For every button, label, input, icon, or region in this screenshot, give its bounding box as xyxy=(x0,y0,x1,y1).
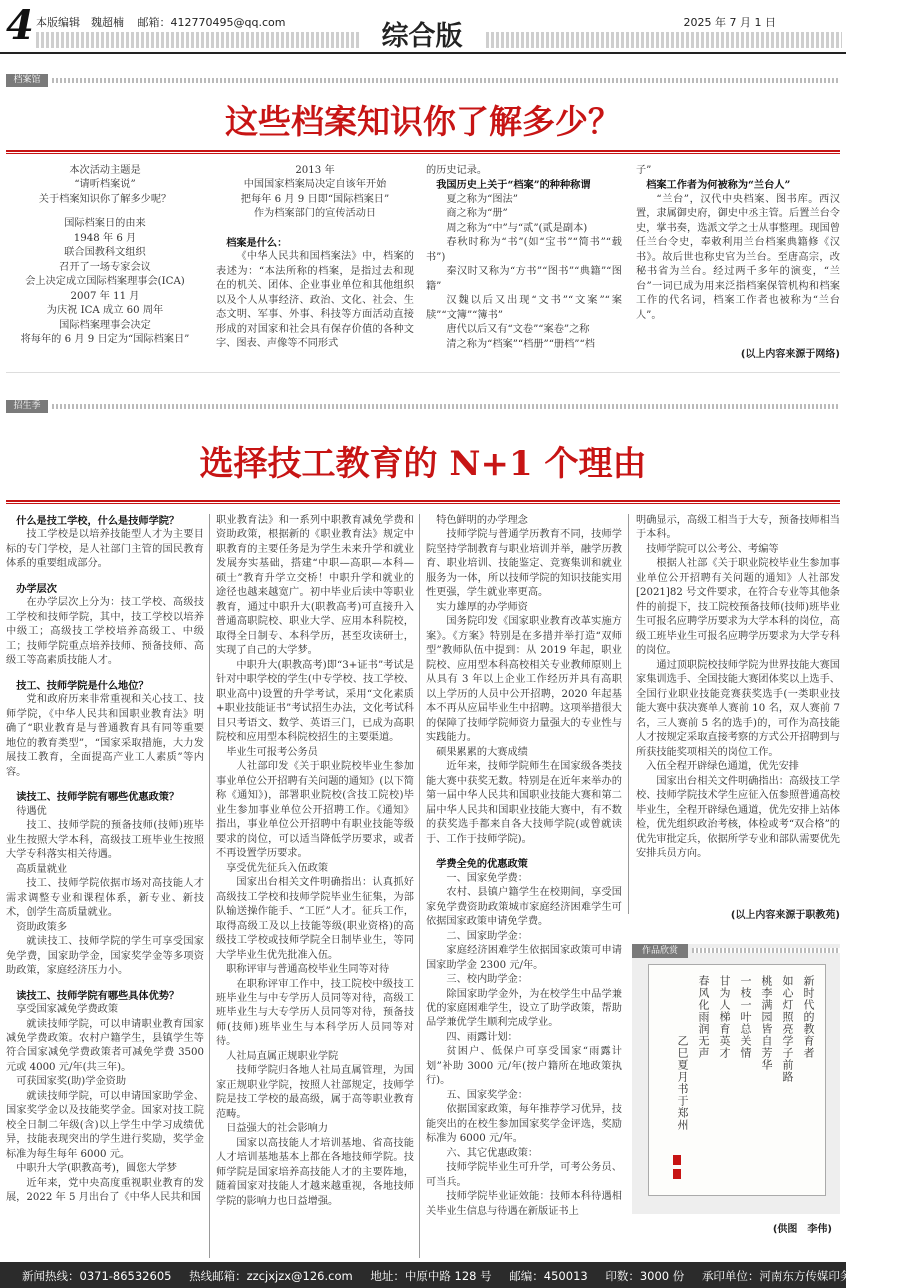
paragraph: 待遇优 xyxy=(16,805,47,817)
editor-email: 邮箱：412770495@qq.com xyxy=(137,16,286,29)
paragraph: 就读技师学院，可以申请国家助学金、国家奖学金以及技能奖学金。国家对技工院校全日制二年级(含)以上学生中学习成绩优异，技能表现突出的学生进行奖励，奖学金标准为每生每年 6000 元。 xyxy=(6,1090,204,1160)
paragraph: 春秋时称为“书”(如“宝书”“简书”“载书”) xyxy=(426,237,622,263)
paragraph: 家庭经济困难学生依据国家政策可申请国家助学金 2300 元/年。 xyxy=(426,945,622,971)
paragraph: 三、校内助学金： xyxy=(446,974,528,986)
paragraph: 硕果累累的大赛成绩 xyxy=(436,746,528,758)
paragraph: 党和政府历来非常重视和关心技工、技师学院，《中华人民共和国职业教育法》明确了“职业教育是与普通教育具有同等重要地位的教育类型”，“国家采取措施，大力发展技工教育，全面提高产业工人素质”等内容。 xyxy=(6,694,204,778)
footer-address: 地址：中原中路 128 号 xyxy=(370,1269,492,1283)
editor: 本版编辑 魏超楠 xyxy=(36,16,124,29)
paragraph: 依据国家政策，每年推荐学习优异，技能突出的在校生参加国家奖学金评选，奖励标准为 6000 元/年。 xyxy=(426,1104,622,1145)
section-name: 综合版 xyxy=(360,14,484,52)
paragraph: 国家出台相关文件明确指出：高级技工学校、技师学院技术学生应征入伍参照普通高校毕业生，全程开辟绿色通道，优先安排上站体检，优先组织政治考核，体检或考“双合格”的优先审批定兵，依据所学专业和部队需要优先安排兵员方向。 xyxy=(636,775,840,860)
paragraph: 人社部印发《关于职业院校毕业生参加事业单位公开招聘有关问题的通知》(以下简称《通知》)，部署职业院校(含技工院校)毕业生参加事业单位公开招聘工作。《通知》指出，事业单位公开招聘中有职业技能等级要求的岗位，可以适当降低学历要求，或者不再设置学历要求。 xyxy=(216,761,414,860)
calligraphy-text xyxy=(659,975,815,1185)
article-title: 选择技工教育的 N+1 个理由 xyxy=(199,444,647,484)
paragraph: 本次活动主题是 xyxy=(69,165,141,176)
paragraph: 享受优先征兵入伍政策 xyxy=(226,862,329,874)
section-heading: 读技工、技师学院有哪些具体优势？ xyxy=(16,989,180,1002)
paragraph: 技工学校是以培养技能型人才为主要目标的专门学校，是人社部门主管的国民教育体系的重要组成部分。 xyxy=(6,529,204,570)
article-title: 这些档案知识你了解多少？ xyxy=(225,102,621,141)
paragraph: 明确显示，高级工相当于大专，预备技师相当于本科。 xyxy=(636,515,840,541)
paragraph: 五、国家奖学金： xyxy=(446,1089,528,1101)
footer-hotline: 新闻热线：0371-86532605 xyxy=(22,1269,172,1283)
footer-print: 印数：3000 份 xyxy=(605,1269,685,1283)
dotted-divider xyxy=(52,404,840,409)
paragraph: 国家出台相关文件明确指出：认真抓好高级技工学校和技师学院毕业生征集，为部队输送操作能手、“工匠”人才。征兵工作，取得高级工及以上技能等级(职业资格)的高级技工学校或技师学院全日制毕业生，等同大学毕业生优先批准入伍。 xyxy=(216,877,414,961)
column-rule xyxy=(419,514,420,1258)
page-number: 4 xyxy=(6,2,34,49)
paragraph: 《中华人民共和国档案法》中，档案的表述为：“本法所称的档案，是指过去和现在的机关、团体、企业事业单位和其他组织以及个人从事经济、政治、文化、社会、生态文明、军事、外事、科技等方面活动直接形成的对国家和社会具有保存价值的各种文字、图表、声像等不同形式 xyxy=(216,251,414,350)
paragraph: 国际档案日的由来 xyxy=(64,218,146,230)
paragraph: 职称评审与普通高校毕业生同等对待 xyxy=(226,964,390,976)
footer-printer: 承印单位：河南东方传媒印务有限公司 xyxy=(701,1269,898,1283)
article-column xyxy=(216,514,414,1258)
section-heading: 我国历史上关于“档案”的种种称谓 xyxy=(436,179,591,192)
artwork-header xyxy=(632,944,840,958)
paragraph: 子” xyxy=(636,165,652,176)
paragraph: 中职升大(职教高考)即“3+证书”考试是针对中职学校的学生(中专学校、技工学校、职业高中)设置的升学考试，采用“文化素质+职业技能证书”考试招生办法，文化考试科目只考语文、数学、英语三门，已成为高职院校和应用型本科院校招生的主要渠道。 xyxy=(216,659,414,744)
paragraph: 国际档案理事会决定 xyxy=(59,319,151,331)
paragraph: 联合国教科文组织 xyxy=(64,247,146,259)
paragraph: 二、国家助学金： xyxy=(446,930,528,942)
footer-email: 热线邮箱：zzcjxjzx@126.com xyxy=(189,1269,353,1283)
paragraph: 在职称评审工作中，技工院校中级技工班毕业生与中专学历人员同等对待，高级工班毕业生与大专学历人员同等对待，预备技师(技师)班毕业生与本科学历人员同等对待。 xyxy=(216,978,414,1048)
paragraph: 周之称为“中”与“贰”(贰是副本) xyxy=(446,222,588,234)
paragraph: 的历史记录。 xyxy=(426,165,488,176)
paragraph: 技师学院毕业证效能：技师本科待遇相关毕业生信息与待遇在新版证书上 xyxy=(426,1191,622,1217)
paragraph: 关于档案知识你了解多少呢？ xyxy=(38,193,172,205)
paragraph: 就读技工、技师学院的学生可享受国家免学费，国家助学金，国家奖学金等多项资助政策，家庭经济压力小。 xyxy=(6,936,204,977)
paragraph: 就读技师学院，可以申请职业教育国家减免学费政策。农村户籍学生，县镇学生等符合国家减免学费政策者可减免学费 3500 元或 4000 元/年(共三年)。 xyxy=(6,1018,204,1073)
paragraph: 召开了一场专家会议 xyxy=(59,261,151,273)
article-column xyxy=(6,514,204,1258)
paragraph: 技工、技师学院依据市场对高技能人才需求调整专业和课程体系，新专业、新技术，创学生高质量就业。 xyxy=(6,878,204,919)
red-seal xyxy=(673,1155,681,1165)
editor-info xyxy=(36,14,295,30)
calligraphy-line: 一枝一叶总关情 xyxy=(739,975,752,1059)
paragraph: 中职升大学(职教高考)，圆您大学梦 xyxy=(16,1163,177,1175)
section-heading: 办学层次 xyxy=(16,582,57,595)
paragraph: 入伍全程开辟绿色通道，优先安排 xyxy=(646,761,799,773)
paragraph: 国家以高技能人才培训基地、省高技能人才培训基地基本上都在各地技师学院。技师学院是国家培养高技能人才的主要阵地，随着国家对技能人才越来越重视，各地技师学院的影响力也日益增强。 xyxy=(216,1137,414,1207)
section-heading: 什么是技工学校，什么是技师学院？ xyxy=(16,515,180,527)
footer-bar xyxy=(0,1262,898,1288)
column-tag: 招生季 xyxy=(6,400,48,413)
paragraph: 汉魏以后又出现“文书”“文案”“案牍”“文簿”“簿书” xyxy=(426,295,622,321)
article-column xyxy=(216,164,414,359)
masthead xyxy=(0,0,846,52)
calligraphy-line: 桃李满园皆自芳华 xyxy=(760,975,773,1071)
paragraph: 技师学院归各地人社局直属管理，为国家正规职业学院，按照人社部规定，技师学院是技工学校的最高级，属于高等职业教育范畴。 xyxy=(216,1065,414,1120)
paragraph: 为庆祝 ICA 成立 60 周年 xyxy=(46,305,164,317)
column-rule xyxy=(628,514,629,914)
paragraph: 日益强大的社会影响力 xyxy=(226,1123,329,1135)
article-source: (以上内容来源于职教苑) xyxy=(730,910,840,921)
paragraph: “兰台”，汉代中央档案、图书库。西汉置，隶属御史府，御史中丞主管。后置兰台令史，掌书奏，选派文学之士从事整理。现国曾任兰台令史，奉敕利用兰台档案典籍修《汉书》。故后世也称史官为兰台。至唐高宗，改秘书省为兰台。经过两千多年的演变，“兰台”一词已成为用来泛指档案保管机构和档案工作的代名词，档案工作者也被称为“兰台人”。 xyxy=(636,193,840,321)
paragraph: 高质量就业 xyxy=(16,863,68,875)
paragraph: 六、其它优惠政策： xyxy=(446,1147,539,1159)
paragraph: 1948 年 6 月 xyxy=(73,232,137,244)
section-heading: 技工、技师学院是什么地位？ xyxy=(16,679,149,692)
paragraph: 贫困户、低保户可享受国家“雨露计划”补助 3000 元/年(按户籍所在地政策执行)。 xyxy=(426,1046,622,1087)
paragraph: 2007 年 11 月 xyxy=(70,290,140,302)
paragraph: 资助政策多 xyxy=(16,921,68,933)
dotted-divider xyxy=(52,78,840,83)
paragraph: 近年来，党中央高度重视职业教育的发展，2022 年 5 月出台了《中华人民共和国 xyxy=(6,1177,204,1204)
paragraph: 通过顶职院校技师学院为世界技能大赛国家集训选手、全国技能大赛团体奖以上选手、全国行业职业技能竞赛获奖选手(一类职业技能大赛中获决赛单人赛前 10 名，双人赛前 7 名，三人赛前 5 名的选手)的，可作为高技能人才按规定采取直接考察的方式公开招聘到与所获技能奖项相关的岗位工作。 xyxy=(636,659,840,758)
paragraph: 享受国家减免学费政策 xyxy=(16,1004,119,1016)
paragraph: 在办学层次上分为：技工学校、高级技工学校和技师学院，其中，技工学校以培养中级工；高级技工学校培养高级工、中级工；技师学院重点培养技师、预备技师、高级工等高素质技能人才。 xyxy=(6,597,204,667)
article-column xyxy=(426,164,622,359)
paragraph: 技师学院可以公考公、考编等 xyxy=(646,543,779,555)
artwork-tag: 作品欣赏 xyxy=(632,944,688,958)
calligraphy-line: 如心灯照亮学子前路 xyxy=(781,975,794,1083)
paragraph: 人社局直属正规职业学院 xyxy=(226,1050,339,1062)
calligraphy-line: 新时代的教育者 xyxy=(802,975,815,1059)
section-heading: 读技工、技师学院有哪些优惠政策？ xyxy=(16,791,180,804)
red-seal xyxy=(673,1169,681,1179)
column-tag: 档案馆 xyxy=(6,74,48,87)
paragraph: 中国国家档案局决定自该年开始 xyxy=(243,179,387,191)
artwork-credit: (供图 李伟) xyxy=(772,1224,832,1235)
paragraph: 技师学院与普通学历教育不同，技师学院坚持学制教育与职业培训并举，融学历教育、职业培训、技能鉴定、竞赛集训和就业服务为一体，所以技师学院的知识技能实用性更强，学生就业率更高。 xyxy=(426,529,622,599)
paragraph: 技工、技师学院的预备技师(技师)班毕业生按照大学本科，高级技工班毕业生按照大学专科落实相关待遇。 xyxy=(6,820,204,861)
paragraph: 可获国家奖(助)学金资助 xyxy=(16,1076,127,1088)
calligraphy-line: 春风化雨润无声 xyxy=(697,975,710,1059)
paragraph: 2013 年 xyxy=(295,165,335,176)
section-heading: 学费全免的优惠政策 xyxy=(436,858,528,871)
paragraph: 唐代以后又有“文卷”“案卷”之称 xyxy=(446,324,590,336)
article-column xyxy=(6,164,204,356)
article-column xyxy=(636,164,840,334)
footer-postcode: 邮编：450013 xyxy=(509,1269,588,1283)
paragraph: 会上决定成立国际档案理事会(ICA) xyxy=(25,276,185,288)
section-heading: 档案工作者为何被称为“兰台人” xyxy=(646,179,791,192)
paragraph: 近年来，技师学院师生在国家级各类技能大赛中获奖无数。特别是在近年来举办的第一届中华人民共和国职业技能大赛和第二届中华人民共和国职业技能大赛中，有不数的获奖选手都来自各大技师学院(或曾就读于、工作于技师学院)。 xyxy=(426,761,622,845)
paragraph: 夏之称为“图法” xyxy=(446,193,518,205)
paragraph: 技师学院毕业生可升学，可考公务员、可当兵。 xyxy=(426,1162,622,1188)
paragraph: 将每年的 6 月 9 日定为“国际档案日” xyxy=(20,334,190,346)
paragraph: 把每年 6 月 9 日即“国际档案日” xyxy=(240,193,390,205)
paragraph: 特色鲜明的办学理念 xyxy=(436,515,528,526)
paragraph: 实力雄厚的办学师资 xyxy=(436,601,528,613)
paragraph: 商之称为“册” xyxy=(446,208,508,220)
column-rule xyxy=(209,514,210,1258)
title-rule xyxy=(6,150,840,154)
paragraph: 除国家助学金外，为在校学生中品学兼优的家庭困难学生，设立了助学政策，帮助品学兼优学生顺利完成学业。 xyxy=(426,988,622,1029)
calligraphy-scroll xyxy=(648,964,826,1196)
paragraph: 作为档案部门的宣传活动日 xyxy=(253,208,377,220)
dotted-divider xyxy=(692,948,840,953)
paragraph: 根据人社部《关于职业院校毕业生参加事业单位公开招聘有关问题的通知》人社部发[2021]82 号文件要求，在符合专业等其他条件的前提下，技工院校预备技师(技师)班毕业生可报名应聘学历要求为大学本科的岗位，高级工班毕业生可报名应聘学历要求为大学专科的岗位。 xyxy=(636,558,840,657)
calligraphy-line: 乙巳夏月书于郑州 xyxy=(676,1035,689,1131)
article-column xyxy=(426,514,622,1258)
paragraph: 职业教育法》和一系列中职教育减免学费和资助政策，根据新的《职业教育法》规定中职教育的主要任务是为学生未来升学和就业发展夯实基础，搭建“中职—高职—本科—硕士”教育升学立交桥！中职升学和就业的途径也越来越宽广。初中毕业后读中等职业教育，通过中职升大(职教高考)可直接升入普通高职院校、职业大学、应用本科院校，取得全日制专、本科学历，甚至攻读研士，实现了自己的大学梦。 xyxy=(216,515,414,657)
calligraphy-line: 甘为人梯育英才 xyxy=(718,975,731,1059)
article-column xyxy=(636,514,840,894)
title-rule xyxy=(6,500,840,504)
paragraph: 国务院印发《国家职业教育改革实施方案》。《方案》特别是在多措并举打造“双师型”教师队伍中提到：从 2019 年起，职业院校、应用型本科高校相关专业教师原则上从具有 3 年以上企业工作经历并具有高职以上学历的人员中公开招聘，2020 年起基本不再从应届毕业生中招聘。这项举措很大的保障了技师学院师资力量强大的专业性与实践能力。 xyxy=(426,616,622,744)
paragraph: 毕业生可报考公务员 xyxy=(226,746,318,758)
paragraph: “请听档案说” xyxy=(74,179,136,191)
paragraph: 秦汉时又称为“方书”“图书”“典籍”“图籍” xyxy=(426,266,622,292)
paragraph: 清之称为“档案”“档册”“册档”“档 xyxy=(446,338,595,350)
paragraph: 四、雨露计划： xyxy=(446,1031,518,1043)
section-divider xyxy=(6,372,840,373)
header-rule xyxy=(0,52,846,54)
paragraph: 一、国家免学费： xyxy=(446,872,528,884)
paragraph: 农村、县镇户籍学生在校期间，享受国家免学费资助政策城市家庭经济困难学生可依据国家政策申请免学费。 xyxy=(426,887,622,928)
section-heading: 档案是什么： xyxy=(226,236,288,249)
issue-date: 2025 年 7 月 1 日 xyxy=(683,16,776,29)
article-source: (以上内容来源于网络) xyxy=(740,349,840,360)
